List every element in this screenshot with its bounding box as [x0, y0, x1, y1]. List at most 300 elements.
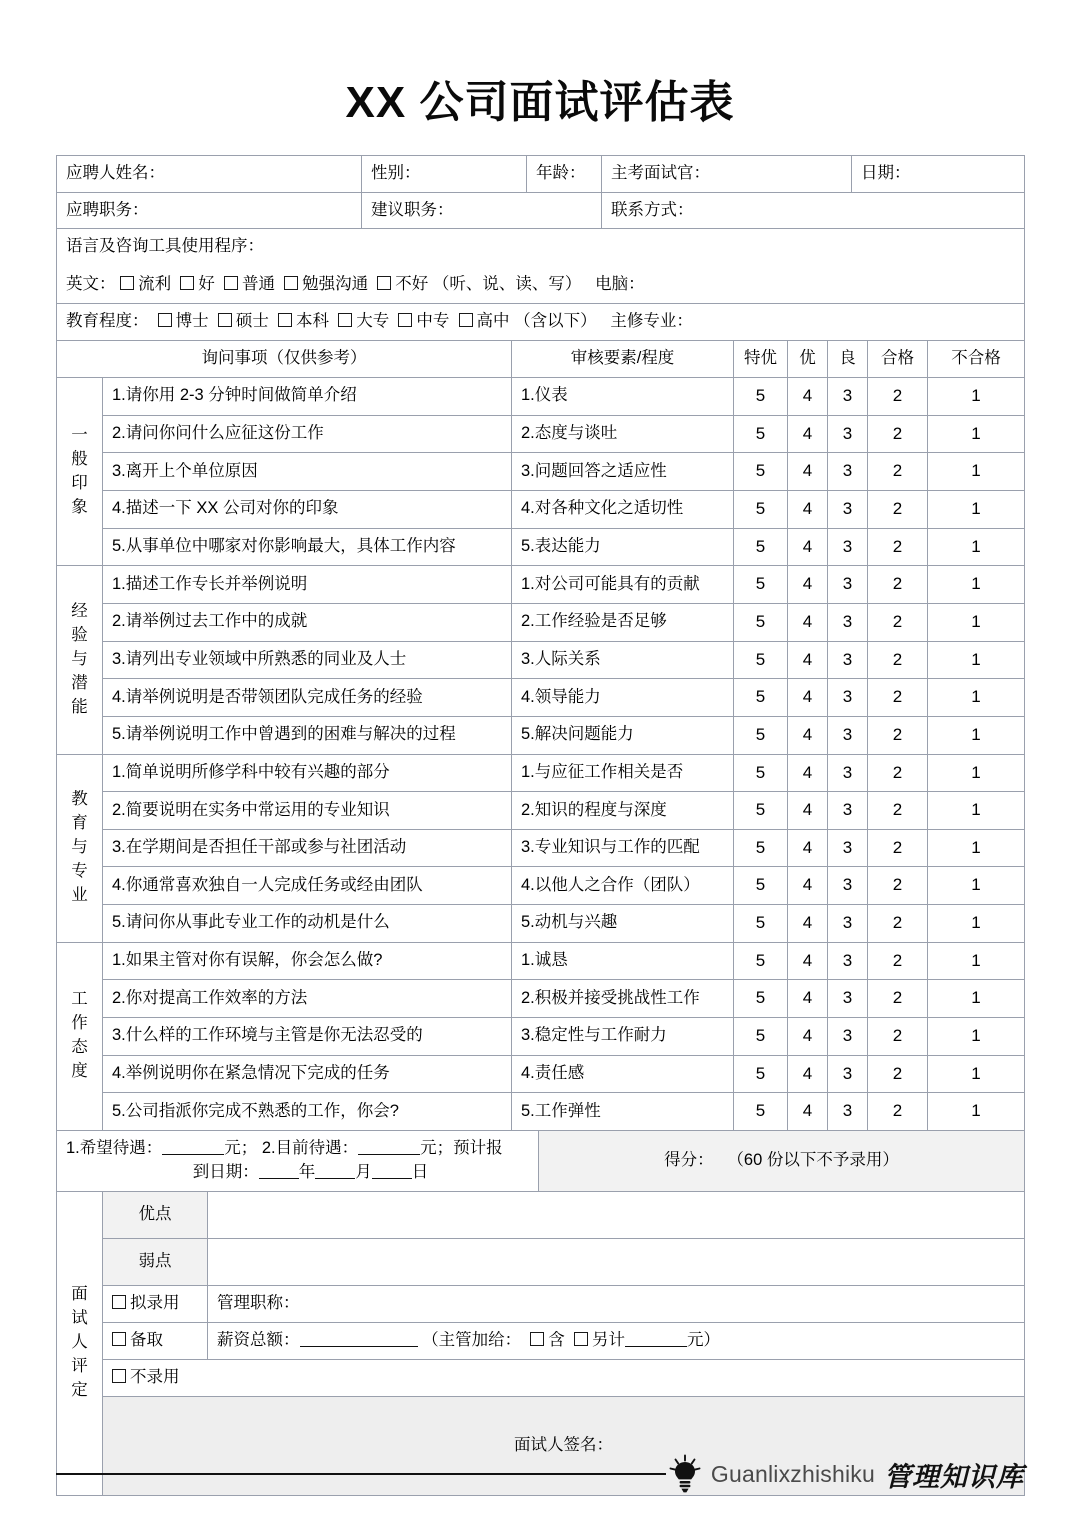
criteria-row [57, 528, 1025, 566]
rating-option-3[interactable]: 3 [828, 491, 868, 529]
rating-option-4[interactable]: 4 [788, 1018, 828, 1056]
eval-label-char-1: 试 [71, 1309, 88, 1328]
rating-option-3[interactable]: 3 [828, 792, 868, 830]
rating-option-5[interactable]: 5 [734, 905, 788, 943]
rating-option-2[interactable]: 2 [868, 716, 928, 754]
question-cell: 5.请问你从事此专业工作的动机是什么 [103, 905, 512, 943]
rating-option-2[interactable]: 2 [868, 829, 928, 867]
criteria-cell: 2.知识的程度与深度 [512, 792, 734, 830]
rating-option-1[interactable]: 1 [928, 754, 1025, 792]
section-3-label-char-2: 态 [71, 1038, 88, 1057]
rating-option-4[interactable]: 4 [788, 603, 828, 641]
language-heading: 语言及咨询工具使用程序： [66, 237, 264, 256]
rating-option-5[interactable]: 5 [734, 528, 788, 566]
question-cell: 5.请举例说明工作中曾遇到的困难与解决的过程 [103, 716, 512, 754]
criteria-cell: 3.人际关系 [512, 641, 734, 679]
criteria-cell: 2.态度与谈吐 [512, 415, 734, 453]
rating-option-4[interactable]: 4 [788, 378, 828, 416]
section-label-1 [57, 566, 103, 754]
rating-option-5[interactable]: 5 [734, 415, 788, 453]
reject-row [57, 1359, 1025, 1396]
section-1-label-char-2: 与 [71, 649, 88, 668]
rating-option-2[interactable]: 2 [868, 905, 928, 943]
criteria-row [57, 1093, 1025, 1131]
rating-option-2[interactable]: 2 [868, 491, 928, 529]
criteria-row [57, 942, 1025, 980]
question-cell: 4.请举例说明是否带领团队完成任务的经验 [103, 679, 512, 717]
include-option-label: 含 [548, 1330, 565, 1349]
criteria-row [57, 641, 1025, 679]
checkbox-icon[interactable] [284, 276, 298, 290]
rating-option-1[interactable]: 1 [928, 792, 1025, 830]
expected-salary-unit: 元； [224, 1138, 258, 1157]
rating-option-5[interactable]: 5 [734, 1093, 788, 1131]
criteria-row [57, 491, 1025, 529]
checkbox-icon[interactable] [120, 276, 134, 290]
reject-option-label: 不录用 [130, 1367, 180, 1386]
current-salary-label: 2.目前待遇： [261, 1138, 359, 1157]
rating-option-1[interactable]: 1 [928, 566, 1025, 604]
rating-option-4[interactable]: 4 [788, 754, 828, 792]
footer-divider [56, 1473, 666, 1475]
criteria-row [57, 905, 1025, 943]
rating-option-4[interactable]: 4 [788, 980, 828, 1018]
eval-label-char-2: 人 [71, 1333, 88, 1352]
reject-option[interactable] [103, 1359, 1025, 1396]
question-cell: 3.请列出专业领域中所熟悉的同业及人士 [103, 641, 512, 679]
rating-option-2[interactable]: 2 [868, 566, 928, 604]
suggested-position-field[interactable]: 建议职务： [362, 192, 602, 229]
start-date-label: 到日期： [192, 1162, 259, 1181]
hire-option-label: 拟录用 [130, 1293, 180, 1312]
rating-option-1[interactable]: 1 [928, 980, 1025, 1018]
education-label: 教育程度： [66, 312, 149, 331]
section-2-label-char-4: 业 [71, 886, 88, 905]
rating-option-5[interactable]: 5 [734, 603, 788, 641]
rating-option-1[interactable]: 1 [928, 716, 1025, 754]
interviewer-field[interactable]: 主考面试官： [602, 155, 852, 192]
rating-option-3[interactable]: 3 [828, 528, 868, 566]
rating-option-2[interactable]: 2 [868, 1018, 928, 1056]
rating-option-5[interactable]: 5 [734, 378, 788, 416]
management-title-field[interactable] [208, 1285, 1025, 1322]
rating-option-3[interactable]: 3 [828, 716, 868, 754]
section-0-label-char-1: 般 [71, 449, 88, 468]
rating-header-4: 不合格 [928, 341, 1025, 378]
rating-option-4[interactable]: 4 [788, 415, 828, 453]
strengths-input[interactable] [208, 1191, 1025, 1238]
rating-header-1: 优 [788, 341, 828, 378]
salary-total-blank[interactable] [300, 1346, 418, 1347]
rating-option-3[interactable]: 3 [828, 905, 868, 943]
checkbox-icon[interactable] [574, 1332, 588, 1346]
rating-option-5[interactable]: 5 [734, 679, 788, 717]
english-label: 英文： [66, 275, 116, 294]
expected-salary-blank[interactable] [162, 1154, 224, 1155]
question-cell: 3.在学期间是否担任干部或参与社团活动 [103, 829, 512, 867]
checkbox-icon[interactable] [224, 276, 238, 290]
english-option-3[interactable] [284, 275, 368, 293]
supervisor-add-label: （主管加给： [422, 1330, 522, 1349]
rating-option-5[interactable]: 5 [734, 829, 788, 867]
criteria-cell: 5.解决问题能力 [512, 716, 734, 754]
salary-expectation-cell[interactable] [57, 1130, 539, 1191]
rating-option-5[interactable]: 5 [734, 792, 788, 830]
checkbox-icon[interactable] [112, 1332, 126, 1346]
english-option-2-label: 普通 [241, 275, 275, 294]
rating-option-3[interactable]: 3 [828, 1093, 868, 1131]
salary-score-row [57, 1130, 1025, 1191]
criteria-cell: 3.稳定性与工作耐力 [512, 1018, 734, 1056]
question-cell: 2.你对提高工作效率的方法 [103, 980, 512, 1018]
section-1-label-char-3: 潜 [71, 673, 88, 692]
english-option-0-label: 流利 [138, 275, 172, 294]
rating-option-3[interactable]: 3 [828, 679, 868, 717]
criteria-row [57, 415, 1025, 453]
brand-chinese-text: 管理知识库 [884, 1461, 1024, 1493]
rating-option-1[interactable]: 1 [928, 641, 1025, 679]
rating-option-2[interactable]: 2 [868, 679, 928, 717]
current-salary-blank[interactable] [358, 1154, 420, 1155]
rating-option-4[interactable]: 4 [788, 453, 828, 491]
rating-option-1[interactable]: 1 [928, 603, 1025, 641]
salary-total-label: 薪资总额： [217, 1330, 300, 1349]
computer-label[interactable]: 电脑： [595, 275, 645, 294]
extra-option[interactable] [574, 1331, 625, 1349]
checkbox-icon[interactable] [377, 276, 391, 290]
rating-option-2[interactable]: 2 [868, 867, 928, 905]
checkbox-icon[interactable] [112, 1295, 126, 1309]
evaluation-criteria-table [56, 340, 1025, 1131]
salary-line-2 [66, 1161, 529, 1185]
question-cell: 4.你通常喜欢独自一人完成任务或经由团队 [103, 867, 512, 905]
rating-option-2[interactable]: 2 [868, 528, 928, 566]
education-suffix: （含以下） [514, 312, 597, 331]
criteria-row [57, 754, 1025, 792]
interviewer-evaluation-table [56, 1191, 1025, 1496]
rating-option-1[interactable]: 1 [928, 942, 1025, 980]
section-2-label-char-1: 育 [71, 814, 88, 833]
eval-label-char-4: 定 [71, 1381, 88, 1400]
col-criteria-header: 审核要素/程度 [512, 341, 734, 378]
include-option[interactable] [530, 1331, 565, 1349]
gender-field[interactable]: 性别： [362, 155, 527, 192]
education-option-1[interactable] [218, 312, 269, 330]
question-cell: 3.什么样的工作环境与主管是你无法忍受的 [103, 1018, 512, 1056]
criteria-row [57, 1018, 1025, 1056]
rating-option-5[interactable]: 5 [734, 641, 788, 679]
question-cell: 5.公司指派你完成不熟悉的工作，你会? [103, 1093, 512, 1131]
rating-option-3[interactable]: 3 [828, 1055, 868, 1093]
rating-option-4[interactable]: 4 [788, 867, 828, 905]
eval-label-char-0: 面 [71, 1285, 88, 1304]
education-option-5-label: 高中 [476, 312, 510, 331]
question-cell: 1.请你用 2-3 分钟时间做简单介绍 [103, 378, 512, 416]
rating-option-2[interactable]: 2 [868, 942, 928, 980]
english-option-4-label: 不好 [395, 275, 429, 294]
rating-option-4[interactable]: 4 [788, 528, 828, 566]
section-1-label-char-1: 验 [71, 626, 88, 645]
english-line [66, 273, 1015, 297]
criteria-cell: 1.诚恳 [512, 942, 734, 980]
education-option-0-label: 博士 [175, 312, 209, 331]
backup-option-label: 备取 [130, 1330, 163, 1349]
english-option-3-label: 勉强沟通 [302, 275, 369, 294]
rating-option-4[interactable]: 4 [788, 792, 828, 830]
education-option-4[interactable] [398, 312, 449, 330]
management-title-label: 管理职称： [217, 1293, 300, 1312]
criteria-row [57, 867, 1025, 905]
criteria-cell: 5.表达能力 [512, 528, 734, 566]
section-label-2 [57, 754, 103, 942]
major-label[interactable]: 主修专业： [610, 312, 693, 331]
rating-option-4[interactable]: 4 [788, 641, 828, 679]
date-field[interactable]: 日期： [852, 155, 1025, 192]
section-label-0 [57, 378, 103, 566]
criteria-cell: 1.与应征工作相关是否 [512, 754, 734, 792]
question-cell: 1.描述工作专长并举例说明 [103, 566, 512, 604]
rating-option-5[interactable]: 5 [734, 716, 788, 754]
education-row [57, 304, 1025, 341]
rating-option-3[interactable]: 3 [828, 378, 868, 416]
score-cell[interactable] [539, 1130, 1025, 1191]
rating-option-4[interactable]: 4 [788, 1055, 828, 1093]
criteria-row [57, 378, 1025, 416]
checkbox-icon[interactable] [459, 313, 473, 327]
criteria-row [57, 980, 1025, 1018]
start-day-blank[interactable] [372, 1178, 412, 1179]
lightbulb-icon [668, 1454, 702, 1494]
rating-option-2[interactable]: 2 [868, 1093, 928, 1131]
question-cell: 4.描述一下 XX 公司对你的印象 [103, 491, 512, 529]
rating-option-1[interactable]: 1 [928, 528, 1025, 566]
rating-option-4[interactable]: 4 [788, 679, 828, 717]
section-0-label-char-3: 象 [71, 497, 88, 516]
criteria-row [57, 716, 1025, 754]
applicant-header-row [57, 155, 1025, 192]
rating-option-3[interactable]: 3 [828, 415, 868, 453]
rating-option-3[interactable]: 3 [828, 641, 868, 679]
rating-option-2[interactable]: 2 [868, 1055, 928, 1093]
section-2-label-char-0: 教 [71, 790, 88, 809]
criteria-cell: 4.以他人之合作（团队） [512, 867, 734, 905]
language-cell [57, 229, 1025, 304]
month-unit: 月 [355, 1162, 372, 1181]
rating-option-1[interactable]: 1 [928, 378, 1025, 416]
criteria-cell: 4.对各种文化之适切性 [512, 491, 734, 529]
contact-field[interactable]: 联系方式： [602, 192, 1025, 229]
education-option-5[interactable] [459, 312, 510, 330]
criteria-cell: 3.问题回答之适应性 [512, 453, 734, 491]
rating-header-0: 特优 [734, 341, 788, 378]
backup-option[interactable] [103, 1322, 208, 1359]
education-option-3[interactable] [338, 312, 389, 330]
rating-option-2[interactable]: 2 [868, 641, 928, 679]
section-1-label-char-4: 能 [71, 697, 88, 716]
rating-option-2[interactable]: 2 [868, 980, 928, 1018]
education-cell [57, 304, 1025, 341]
hire-option[interactable] [103, 1285, 208, 1322]
rating-option-1[interactable]: 1 [928, 905, 1025, 943]
question-cell: 4.举例说明你在紧急情况下完成的任务 [103, 1055, 512, 1093]
section-label-3 [57, 942, 103, 1130]
rating-option-1[interactable]: 1 [928, 867, 1025, 905]
criteria-row [57, 792, 1025, 830]
education-option-2[interactable] [278, 312, 329, 330]
score-note: （60 份以下不予录用） [727, 1150, 899, 1169]
salary-total-field[interactable] [208, 1322, 1025, 1359]
rating-option-5[interactable]: 5 [734, 491, 788, 529]
criteria-cell: 1.对公司可能具有的贡献 [512, 566, 734, 604]
rating-option-1[interactable]: 1 [928, 1018, 1025, 1056]
english-option-4[interactable] [377, 275, 428, 293]
rating-option-3[interactable]: 3 [828, 1018, 868, 1056]
criteria-cell: 2.积极并接受挑战性工作 [512, 980, 734, 1018]
rating-option-3[interactable]: 3 [828, 829, 868, 867]
rating-option-2[interactable]: 2 [868, 378, 928, 416]
rating-option-4[interactable]: 4 [788, 905, 828, 943]
age-field[interactable]: 年龄： [527, 155, 602, 192]
eval-label-char-3: 评 [71, 1357, 88, 1376]
rating-option-3[interactable]: 3 [828, 867, 868, 905]
rating-option-2[interactable]: 2 [868, 603, 928, 641]
rating-header-2: 良 [828, 341, 868, 378]
section-3-label-char-0: 工 [71, 990, 88, 1009]
english-option-1[interactable] [180, 275, 215, 293]
criteria-column-header-row [57, 341, 1025, 378]
rating-option-1[interactable]: 1 [928, 1093, 1025, 1131]
section-2-label-char-3: 专 [71, 862, 88, 881]
question-cell: 1.简单说明所修学科中较有兴趣的部分 [103, 754, 512, 792]
checkbox-icon[interactable] [218, 313, 232, 327]
criteria-cell: 5.动机与兴趣 [512, 905, 734, 943]
rating-option-5[interactable]: 5 [734, 980, 788, 1018]
criteria-row [57, 829, 1025, 867]
rating-option-5[interactable]: 5 [734, 942, 788, 980]
evaluation-section-label [57, 1191, 103, 1495]
section-1-label-char-0: 经 [71, 602, 88, 621]
english-option-2[interactable] [224, 275, 275, 293]
start-month-blank[interactable] [315, 1178, 355, 1179]
rating-option-4[interactable]: 4 [788, 491, 828, 529]
salary-line-1 [66, 1137, 529, 1161]
criteria-row [57, 566, 1025, 604]
rating-option-1[interactable]: 1 [928, 1055, 1025, 1093]
rating-option-3[interactable]: 3 [828, 566, 868, 604]
current-salary-unit: 元；预计报 [420, 1138, 503, 1157]
rating-option-1[interactable]: 1 [928, 679, 1025, 717]
section-0-label-char-2: 印 [71, 473, 88, 492]
rating-option-2[interactable]: 2 [868, 415, 928, 453]
language-row [57, 229, 1025, 304]
day-unit: 日 [411, 1162, 429, 1181]
rating-option-4[interactable]: 4 [788, 942, 828, 980]
rating-option-5[interactable]: 5 [734, 754, 788, 792]
applied-position-field[interactable]: 应聘职务： [57, 192, 362, 229]
criteria-cell: 4.领导能力 [512, 679, 734, 717]
year-unit: 年 [298, 1162, 316, 1181]
checkbox-icon[interactable] [530, 1332, 544, 1346]
extra-option-label: 另计 [591, 1330, 625, 1349]
rating-option-5[interactable]: 5 [734, 867, 788, 905]
signature-label: 面试人签名： [514, 1435, 613, 1454]
criteria-cell: 5.工作弹性 [512, 1093, 734, 1131]
rating-option-3[interactable]: 3 [828, 980, 868, 1018]
rating-option-3[interactable]: 3 [828, 754, 868, 792]
checkbox-icon[interactable] [180, 276, 194, 290]
section-3-label-char-3: 度 [71, 1062, 88, 1081]
question-cell: 1.如果主管对你有误解，你会怎么做? [103, 942, 512, 980]
rating-option-1[interactable]: 1 [928, 491, 1025, 529]
section-0-label-char-0: 一 [71, 425, 88, 444]
weaknesses-label: 弱点 [103, 1238, 208, 1285]
checkbox-icon[interactable] [278, 313, 292, 327]
checkbox-icon[interactable] [158, 313, 172, 327]
extra-amount-blank[interactable] [625, 1346, 687, 1347]
col-question-header: 询问事项（仅供参考） [57, 341, 512, 378]
question-cell: 2.请问你问什么应征这份工作 [103, 415, 512, 453]
criteria-cell: 2.工作经验是否足够 [512, 603, 734, 641]
extra-unit-label: 元） [686, 1330, 720, 1349]
rating-option-4[interactable]: 4 [788, 716, 828, 754]
criteria-row [57, 603, 1025, 641]
applicant-name-field[interactable]: 应聘人姓名： [57, 155, 362, 192]
hire-row [57, 1285, 1025, 1322]
rating-option-5[interactable]: 5 [734, 1018, 788, 1056]
question-cell: 2.简要说明在实务中常运用的专业知识 [103, 792, 512, 830]
rating-option-5[interactable]: 5 [734, 566, 788, 604]
salary-score-table [56, 1130, 1025, 1192]
question-cell: 2.请举例过去工作中的成就 [103, 603, 512, 641]
weaknesses-input[interactable] [208, 1238, 1025, 1285]
rating-option-3[interactable]: 3 [828, 942, 868, 980]
english-suffix: （听、说、读、写） [432, 275, 582, 294]
applicant-info-table [56, 155, 1025, 342]
rating-option-2[interactable]: 2 [868, 754, 928, 792]
checkbox-icon[interactable] [398, 313, 412, 327]
footer [56, 1454, 1024, 1494]
question-cell: 5.从事单位中哪家对你影响最大，具体工作内容 [103, 528, 512, 566]
rating-option-3[interactable]: 3 [828, 603, 868, 641]
checkbox-icon[interactable] [338, 313, 352, 327]
position-row [57, 192, 1025, 229]
rating-option-1[interactable]: 1 [928, 415, 1025, 453]
education-option-0[interactable] [158, 312, 209, 330]
criteria-cell: 3.专业知识与工作的匹配 [512, 829, 734, 867]
rating-option-4[interactable]: 4 [788, 1093, 828, 1131]
education-option-4-label: 中专 [416, 312, 450, 331]
checkbox-icon[interactable] [112, 1369, 126, 1383]
education-option-2-label: 本科 [296, 312, 330, 331]
rating-option-5[interactable]: 5 [734, 453, 788, 491]
brand-latin-text: Guanlixzhishiku [710, 1460, 875, 1487]
weaknesses-row [57, 1238, 1025, 1285]
rating-option-1[interactable]: 1 [928, 453, 1025, 491]
rating-option-2[interactable]: 2 [868, 792, 928, 830]
rating-option-1[interactable]: 1 [928, 829, 1025, 867]
strengths-row [57, 1191, 1025, 1238]
rating-option-3[interactable]: 3 [828, 453, 868, 491]
backup-row [57, 1322, 1025, 1359]
rating-option-2[interactable]: 2 [868, 453, 928, 491]
section-3-label-char-1: 作 [71, 1014, 88, 1033]
start-year-blank[interactable] [259, 1178, 299, 1179]
english-option-0[interactable] [120, 275, 171, 293]
rating-option-5[interactable]: 5 [734, 1055, 788, 1093]
criteria-row [57, 1055, 1025, 1093]
rating-option-4[interactable]: 4 [788, 829, 828, 867]
rating-option-4[interactable]: 4 [788, 566, 828, 604]
